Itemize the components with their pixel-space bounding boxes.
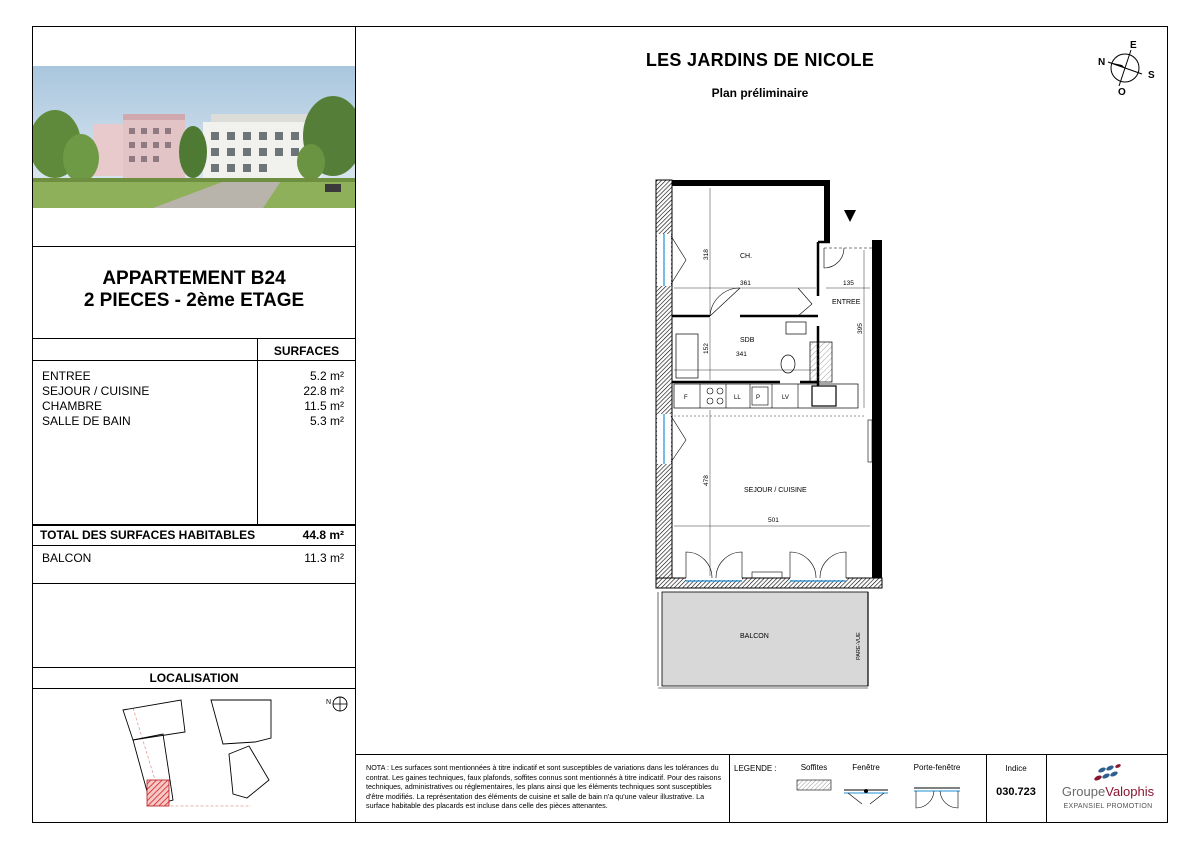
french-door-symbol-icon [904,776,970,812]
room-value: 22.8 m² [303,384,344,398]
footer-divider [729,754,730,822]
brand-name-part: Valophis [1105,784,1155,799]
legend-fenetre-label: Fenêtre [852,763,880,772]
dimension-label: 135 [843,280,854,287]
divider [33,545,355,546]
room-label-chambre: CH. [740,253,753,260]
room-label-entree: ENTREE [832,299,861,306]
dimension-label: 152 [703,343,710,354]
divider [33,246,355,247]
compass-south: S [1148,70,1155,81]
room-value: 5.3 m² [309,414,344,428]
table-column-divider [257,338,258,524]
balcon-value: 11.3 m² [304,551,344,565]
divider [33,667,355,668]
room-label: CHAMBRE [42,399,103,413]
room-label: SEJOUR / CUISINE [42,384,150,398]
room-label: ENTREE [42,369,91,383]
indice-label: Indice [1005,764,1027,773]
dimension-label: 361 [740,280,751,287]
surfaces-header: SURFACES [273,344,340,358]
room-values [262,369,344,429]
compass-west: O [1118,87,1126,96]
localisation-north-label: N [326,699,332,706]
kitchen-label: P [756,395,761,401]
room-label-balcon: BALCON [740,633,769,640]
project-subtitle: Plan préliminaire [711,86,809,100]
project-title: LES JARDINS DE NICOLE [645,50,875,70]
localisation-map [33,688,355,822]
room-label: SALLE DE BAIN [42,414,131,428]
brand-subtitle: EXPANSIEL PROMOTION [1063,803,1153,810]
legend-porte-fenetre-label: Porte-fenêtre [913,763,961,772]
floor-plan [640,176,900,696]
brand-mark-icon [1048,760,1166,786]
apartment-name: APPARTEMENT B24 [102,268,286,289]
apartment-details: 2 PIECES - 2ème ETAGE [83,290,305,311]
room-value: 11.5 m² [304,399,344,413]
legend-porte-fenetre [904,763,970,814]
compass-north: N [1098,57,1106,68]
compass-icon [1098,38,1162,96]
room-labels [42,369,252,429]
dimension-label: 501 [768,517,779,524]
divider [33,524,355,526]
divider [33,338,355,339]
divider [33,583,355,584]
nota-text: NOTA : Les surfaces sont mentionnées à titre indicatif et sont susceptibles de variations dans les tolérances du contrat. Les gaines techniques, faux plafonds, soffites connus sont mentionnés à titre indicatif. Pour des raisons techniques, administratives ou réglementaires, les plans ainsi que les éléments techniques sont susceptibles d'être modifiés. La représentation des éléments de cuisine et salle de bain n'a qu'une valeur illustrative. La surface habitable des placards est incluse dans celle des pièces attenantes. [366,763,722,811]
footer-divider [986,754,987,822]
room-label-sejour: SEJOUR / CUISINE [744,487,807,494]
dimension-label: 318 [703,249,710,260]
balcon-label: BALCON [42,551,92,565]
kitchen-label: LV [782,395,789,401]
total-value: 44.8 m² [302,528,344,542]
room-value: 5.2 m² [309,369,344,383]
brand-name-part: Groupe [1061,784,1106,799]
room-label-parevue: PARE-VUE [856,632,862,660]
kitchen-label: F [684,395,688,401]
total-label: TOTAL DES SURFACES HABITABLES [40,528,256,542]
kitchen-label: LL [734,395,741,401]
compass-east: E [1130,40,1137,51]
legend-label: LEGENDE : [734,764,777,773]
legend-soffites-label: Soffites [800,763,828,772]
indice-value: 030.723 [996,786,1036,798]
legend-soffites [790,763,838,802]
brand-name [1051,784,1165,799]
dimension-label: 341 [736,351,747,358]
apartment-title [33,268,355,312]
legend-fenetre [840,763,892,810]
dimension-label: 395 [857,323,864,334]
soffite-hatch-icon [790,776,838,800]
localisation-header: LOCALISATION [149,671,239,685]
dimension-label: 478 [703,475,710,486]
room-label-sdb: SDB [740,337,755,344]
building-rendering-image [33,66,355,208]
divider [33,360,355,361]
window-symbol-icon [840,776,892,808]
footer-divider [1046,754,1047,822]
